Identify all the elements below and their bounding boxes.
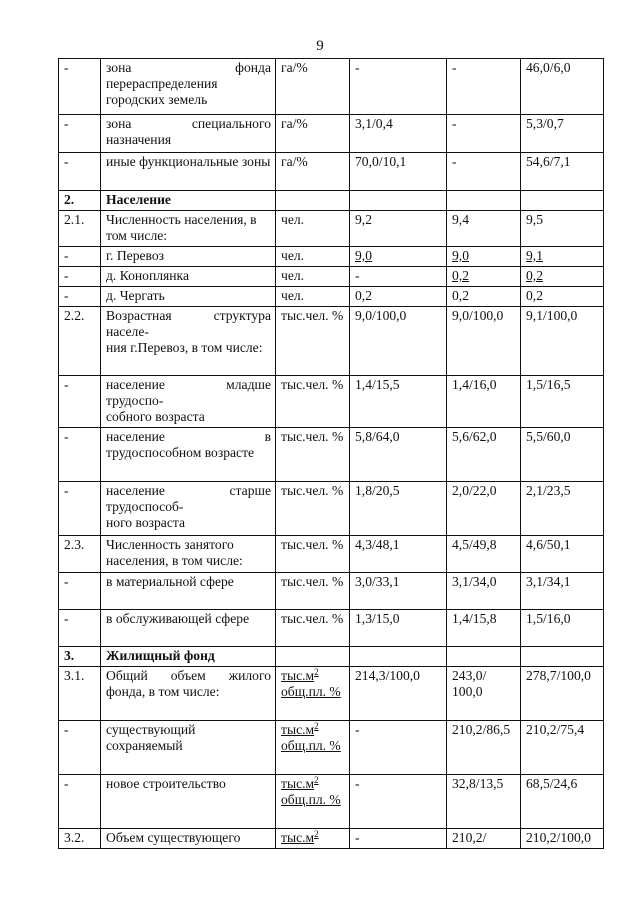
table-row xyxy=(59,247,604,267)
value-col-2 xyxy=(447,647,521,667)
value-col-2: 1,4/15,8 xyxy=(447,610,521,647)
row-number: - xyxy=(59,721,101,775)
row-unit: га/% xyxy=(276,153,350,191)
table-row xyxy=(59,775,604,829)
value-col-3 xyxy=(521,647,604,667)
table-row xyxy=(59,829,604,849)
row-name: зона фонда перераспределения городских земель xyxy=(101,59,276,115)
row-number: - xyxy=(59,287,101,307)
row-number: - xyxy=(59,153,101,191)
row-number: - xyxy=(59,573,101,610)
unit-main: тыс.м xyxy=(281,722,315,737)
row-name: иные функциональные зоны xyxy=(101,153,276,191)
section-title: Население xyxy=(101,191,276,211)
value-col-1: 9,0/100,0 xyxy=(350,307,447,376)
unit-superscript: 2 xyxy=(314,775,319,785)
value-col-3: 68,5/24,6 xyxy=(521,775,604,829)
value-col-3 xyxy=(521,191,604,211)
row-number: - xyxy=(59,247,101,267)
value-col-1 xyxy=(350,191,447,211)
value-col-1: - xyxy=(350,829,447,849)
row-number: - xyxy=(59,428,101,482)
value-col-2: 9,0 xyxy=(447,247,521,267)
section-row xyxy=(59,647,604,667)
table-row xyxy=(59,267,604,287)
row-unit: тыс.чел. % xyxy=(276,428,350,482)
table-row xyxy=(59,721,604,775)
row-unit: га/% xyxy=(276,59,350,115)
value-col-3: 5,3/0,7 xyxy=(521,115,604,153)
row-unit: чел. xyxy=(276,287,350,307)
value-col-1: 4,3/48,1 xyxy=(350,536,447,573)
value-col-1: 70,0/10,1 xyxy=(350,153,447,191)
value-col-2: - xyxy=(447,59,521,115)
unit-superscript: 2 xyxy=(314,667,319,677)
value-col-1: 1,8/20,5 xyxy=(350,482,447,536)
row-unit: чел. xyxy=(276,211,350,247)
value-col-2: - xyxy=(447,153,521,191)
section-number: 3. xyxy=(59,647,101,667)
table-row xyxy=(59,667,604,721)
row-number: - xyxy=(59,267,101,287)
row-unit xyxy=(276,191,350,211)
row-name: Объем существующего xyxy=(101,829,276,849)
value-col-3: 46,0/6,0 xyxy=(521,59,604,115)
value-col-3: 0,2 xyxy=(521,267,604,287)
value-col-3: 9,1/100,0 xyxy=(521,307,604,376)
row-number: 3.1. xyxy=(59,667,101,721)
value-col-2: 210,2/ xyxy=(447,829,521,849)
row-name: существующий сохраняемый xyxy=(101,721,276,775)
value-col-3: 210,2/100,0 xyxy=(521,829,604,849)
value-col-3: 5,5/60,0 xyxy=(521,428,604,482)
value-col-2: 32,8/13,5 xyxy=(447,775,521,829)
unit-main: тыс.м xyxy=(281,668,315,683)
value-col-2: 243,0/ 100,0 xyxy=(447,667,521,721)
value-col-1: - xyxy=(350,775,447,829)
row-name: Численность занятого населения, в том числе: xyxy=(101,536,276,573)
value-col-2: 210,2/86,5 xyxy=(447,721,521,775)
table-row xyxy=(59,536,604,573)
row-unit: тыс.чел. % xyxy=(276,536,350,573)
unit-main: тыс.м xyxy=(281,776,315,791)
row-number: - xyxy=(59,610,101,647)
unit-rest: общ.пл. % xyxy=(281,792,341,807)
row-unit: чел. xyxy=(276,267,350,287)
value-col-3: 3,1/34,1 xyxy=(521,573,604,610)
value-col-2: 2,0/22,0 xyxy=(447,482,521,536)
row-unit: га/% xyxy=(276,115,350,153)
value-col-1: - xyxy=(350,59,447,115)
table-row xyxy=(59,610,604,647)
row-name: г. Перевоз xyxy=(101,247,276,267)
value-col-1: 9,2 xyxy=(350,211,447,247)
row-name: д. Чергать xyxy=(101,287,276,307)
value-col-3: 4,6/50,1 xyxy=(521,536,604,573)
unit-rest: общ.пл. % xyxy=(281,738,341,753)
row-name: население старше трудоспособ- ного возраста xyxy=(101,482,276,536)
value-col-2: 0,2 xyxy=(447,267,521,287)
value-col-1: 214,3/100,0 xyxy=(350,667,447,721)
indicators-table xyxy=(58,58,604,849)
row-unit xyxy=(276,775,350,829)
value-col-2: 9,4 xyxy=(447,211,521,247)
table-row xyxy=(59,287,604,307)
row-unit: чел. xyxy=(276,247,350,267)
value-col-1: 1,4/15,5 xyxy=(350,376,447,428)
value-col-3: 278,7/100,0 xyxy=(521,667,604,721)
value-col-3: 210,2/75,4 xyxy=(521,721,604,775)
row-number: 2.3. xyxy=(59,536,101,573)
row-number: - xyxy=(59,59,101,115)
value-col-2 xyxy=(447,191,521,211)
table-row xyxy=(59,59,604,115)
value-col-3: 0,2 xyxy=(521,287,604,307)
row-number: 2.1. xyxy=(59,211,101,247)
table-row xyxy=(59,482,604,536)
row-number: - xyxy=(59,115,101,153)
value-col-1: - xyxy=(350,721,447,775)
unit-rest: общ.пл. % xyxy=(281,684,341,699)
value-col-1: 3,0/33,1 xyxy=(350,573,447,610)
value-col-1: - xyxy=(350,267,447,287)
unit-superscript: 2 xyxy=(314,721,319,731)
value-col-2: - xyxy=(447,115,521,153)
row-unit: тыс.чел. % xyxy=(276,376,350,428)
unit-superscript: 2 xyxy=(314,829,319,839)
value-col-3: 9,1 xyxy=(521,247,604,267)
section-title: Жилищный фонд xyxy=(101,647,276,667)
value-col-2: 3,1/34,0 xyxy=(447,573,521,610)
row-name: в обслуживающей сфере xyxy=(101,610,276,647)
unit-main: тыс.м xyxy=(281,830,315,845)
value-col-2: 1,4/16,0 xyxy=(447,376,521,428)
table-row xyxy=(59,153,604,191)
value-col-1: 1,3/15,0 xyxy=(350,610,447,647)
value-col-3: 1,5/16,5 xyxy=(521,376,604,428)
row-unit: тыс.чел. % xyxy=(276,482,350,536)
row-unit: тыс.чел. % xyxy=(276,610,350,647)
row-unit xyxy=(276,721,350,775)
value-col-3: 2,1/23,5 xyxy=(521,482,604,536)
value-col-1: 9,0 xyxy=(350,247,447,267)
value-col-1: 3,1/0,4 xyxy=(350,115,447,153)
value-col-2: 0,2 xyxy=(447,287,521,307)
table-row xyxy=(59,573,604,610)
row-number: 3.2. xyxy=(59,829,101,849)
row-name: д. Коноплянка xyxy=(101,267,276,287)
value-col-1: 0,2 xyxy=(350,287,447,307)
row-name: Возрастная структура населе- ния г.Перевоз, в том числе: xyxy=(101,307,276,376)
value-col-1: 5,8/64,0 xyxy=(350,428,447,482)
row-unit xyxy=(276,829,350,849)
value-col-2: 5,6/62,0 xyxy=(447,428,521,482)
row-unit: тыс.чел. % xyxy=(276,573,350,610)
row-name: новое строительство xyxy=(101,775,276,829)
row-unit xyxy=(276,667,350,721)
row-name: население младше трудоспо- собного возраста xyxy=(101,376,276,428)
table-row xyxy=(59,307,604,376)
row-name: зона специального назначения xyxy=(101,115,276,153)
value-col-3: 9,5 xyxy=(521,211,604,247)
value-col-2: 9,0/100,0 xyxy=(447,307,521,376)
table-row xyxy=(59,115,604,153)
table-row xyxy=(59,376,604,428)
row-number: 2.2. xyxy=(59,307,101,376)
page-number: 9 xyxy=(316,38,324,54)
row-name: население в трудоспособном возрасте xyxy=(101,428,276,482)
value-col-3: 1,5/16,0 xyxy=(521,610,604,647)
row-number: - xyxy=(59,482,101,536)
row-unit: тыс.чел. % xyxy=(276,307,350,376)
section-row xyxy=(59,191,604,211)
section-number: 2. xyxy=(59,191,101,211)
row-name: Численность населения, в том числе: xyxy=(101,211,276,247)
row-number: - xyxy=(59,376,101,428)
table-row xyxy=(59,211,604,247)
value-col-1 xyxy=(350,647,447,667)
row-name: в материальной сфере xyxy=(101,573,276,610)
table-row xyxy=(59,428,604,482)
row-number: - xyxy=(59,775,101,829)
value-col-3: 54,6/7,1 xyxy=(521,153,604,191)
row-name: Общий объем жилого фонда, в том числе: xyxy=(101,667,276,721)
row-unit xyxy=(276,647,350,667)
value-col-2: 4,5/49,8 xyxy=(447,536,521,573)
